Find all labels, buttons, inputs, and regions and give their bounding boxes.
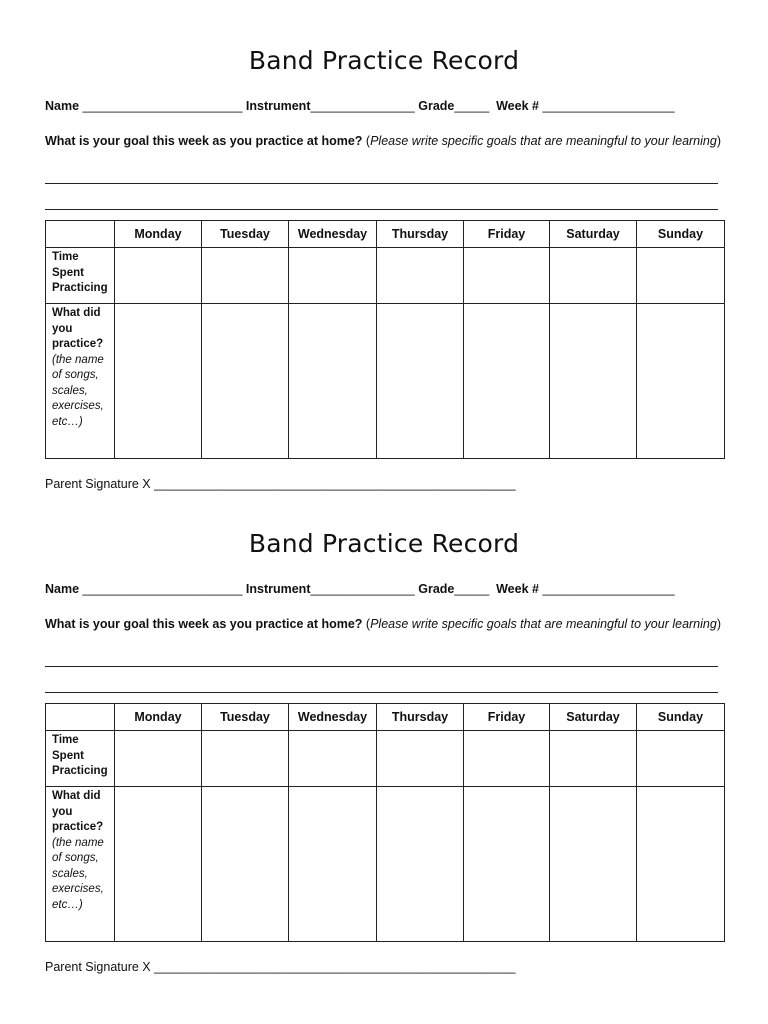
week-field[interactable]: ___________________ <box>538 582 675 596</box>
instrument-label: Instrument <box>245 99 311 113</box>
goal-answer-line-2[interactable] <box>45 692 718 693</box>
time-cell[interactable] <box>464 731 550 787</box>
practice-log-table <box>45 703 725 942</box>
practice-cell[interactable] <box>289 304 377 459</box>
instrument-field[interactable]: _______________ <box>310 582 419 596</box>
table-header-row <box>46 221 725 248</box>
practice-record-2 <box>0 483 768 974</box>
what-practiced-label: What did you practice? <box>52 307 104 350</box>
what-hint-open: ( <box>52 353 56 366</box>
day-header: Saturday <box>550 221 637 248</box>
goal-prompt <box>45 617 721 631</box>
goal-hint-open: ( <box>362 134 371 148</box>
practice-cell[interactable] <box>464 304 550 459</box>
day-header: Wednesday <box>289 704 377 731</box>
goal-hint-open: ( <box>362 617 371 631</box>
what-practiced-row <box>46 304 725 459</box>
practice-cell[interactable] <box>377 304 464 459</box>
time-cell[interactable] <box>377 731 464 787</box>
time-cell[interactable] <box>202 731 289 787</box>
time-cell[interactable] <box>115 731 202 787</box>
practice-log-table <box>45 220 725 459</box>
time-cell[interactable] <box>550 731 637 787</box>
time-cell[interactable] <box>637 248 725 304</box>
goal-answer-line-1[interactable] <box>45 666 718 667</box>
what-practiced-row <box>46 787 725 942</box>
record-title: Band Practice Record <box>248 529 520 558</box>
practice-cell[interactable] <box>289 787 377 942</box>
goal-question: What is your goal this week as you practice at home? <box>45 134 363 148</box>
practice-cell[interactable] <box>464 787 550 942</box>
header-corner-cell <box>46 221 115 248</box>
header-corner-cell <box>46 704 115 731</box>
day-header: Friday <box>464 704 550 731</box>
name-field[interactable]: _______________________ <box>79 99 246 113</box>
what-hint-close: ) <box>78 415 83 428</box>
week-field[interactable]: ___________________ <box>538 99 675 113</box>
time-cell[interactable] <box>464 248 550 304</box>
practice-cell[interactable] <box>115 304 202 459</box>
practice-cell[interactable] <box>202 787 289 942</box>
day-header: Thursday <box>377 704 464 731</box>
time-cell[interactable] <box>115 248 202 304</box>
grade-field[interactable]: _____ <box>454 582 497 596</box>
signature-label: Parent Signature X <box>45 960 155 974</box>
goal-hint-close: ) <box>716 134 721 148</box>
time-spent-row <box>46 248 725 304</box>
time-spent-label: Time Spent Practicing <box>46 731 115 787</box>
goal-prompt <box>45 134 721 148</box>
record-title: Band Practice Record <box>248 46 520 75</box>
day-header: Sunday <box>637 221 725 248</box>
table-header-row <box>46 704 725 731</box>
signature-field[interactable]: ____________________________________________________ <box>154 960 516 974</box>
practice-cell[interactable] <box>550 787 637 942</box>
what-practiced-hint: the name of songs, scales, exercises, etc… <box>52 836 104 911</box>
time-cell[interactable] <box>550 248 637 304</box>
what-practiced-label-cell <box>46 787 115 942</box>
day-header: Monday <box>115 221 202 248</box>
student-info-line <box>45 582 675 596</box>
name-label: Name <box>45 99 80 113</box>
time-cell[interactable] <box>289 731 377 787</box>
practice-cell[interactable] <box>202 304 289 459</box>
goal-answer-line-1[interactable] <box>45 183 718 184</box>
goal-hint: Please write specific goals that are meaningful to your learning <box>370 617 717 631</box>
practice-cell[interactable] <box>637 787 725 942</box>
what-hint-close: ) <box>78 898 83 911</box>
signature-label: Parent Signature X <box>45 477 155 491</box>
day-header: Tuesday <box>202 704 289 731</box>
day-header: Thursday <box>377 221 464 248</box>
name-field[interactable]: _______________________ <box>79 582 246 596</box>
time-cell[interactable] <box>637 731 725 787</box>
what-practiced-hint: the name of songs, scales, exercises, etc… <box>52 353 104 428</box>
name-label: Name <box>45 582 80 596</box>
practice-cell[interactable] <box>637 304 725 459</box>
goal-answer-line-2[interactable] <box>45 209 718 210</box>
instrument-label: Instrument <box>245 582 311 596</box>
day-header: Friday <box>464 221 550 248</box>
grade-field[interactable]: _____ <box>454 99 497 113</box>
practice-record-1 <box>0 0 768 491</box>
practice-cell[interactable] <box>550 304 637 459</box>
what-practiced-label-cell <box>46 304 115 459</box>
grade-label: Grade <box>418 582 455 596</box>
instrument-field[interactable]: _______________ <box>310 99 419 113</box>
week-label: Week # <box>496 582 539 596</box>
practice-cell[interactable] <box>377 787 464 942</box>
week-label: Week # <box>496 99 539 113</box>
day-header: Sunday <box>637 704 725 731</box>
time-cell[interactable] <box>202 248 289 304</box>
goal-hint-close: ) <box>716 617 721 631</box>
time-spent-label: Time Spent Practicing <box>46 248 115 304</box>
time-cell[interactable] <box>289 248 377 304</box>
signature-field[interactable]: ____________________________________________________ <box>154 477 516 491</box>
parent-signature-line <box>45 960 516 974</box>
day-header: Monday <box>115 704 202 731</box>
what-practiced-label: What did you practice? <box>52 790 104 833</box>
time-cell[interactable] <box>377 248 464 304</box>
goal-question: What is your goal this week as you practice at home? <box>45 617 363 631</box>
day-header: Tuesday <box>202 221 289 248</box>
what-hint-open: ( <box>52 836 56 849</box>
practice-cell[interactable] <box>115 787 202 942</box>
grade-label: Grade <box>418 99 455 113</box>
day-header: Saturday <box>550 704 637 731</box>
goal-hint: Please write specific goals that are meaningful to your learning <box>370 134 717 148</box>
student-info-line <box>45 99 675 113</box>
time-spent-row <box>46 731 725 787</box>
day-header: Wednesday <box>289 221 377 248</box>
